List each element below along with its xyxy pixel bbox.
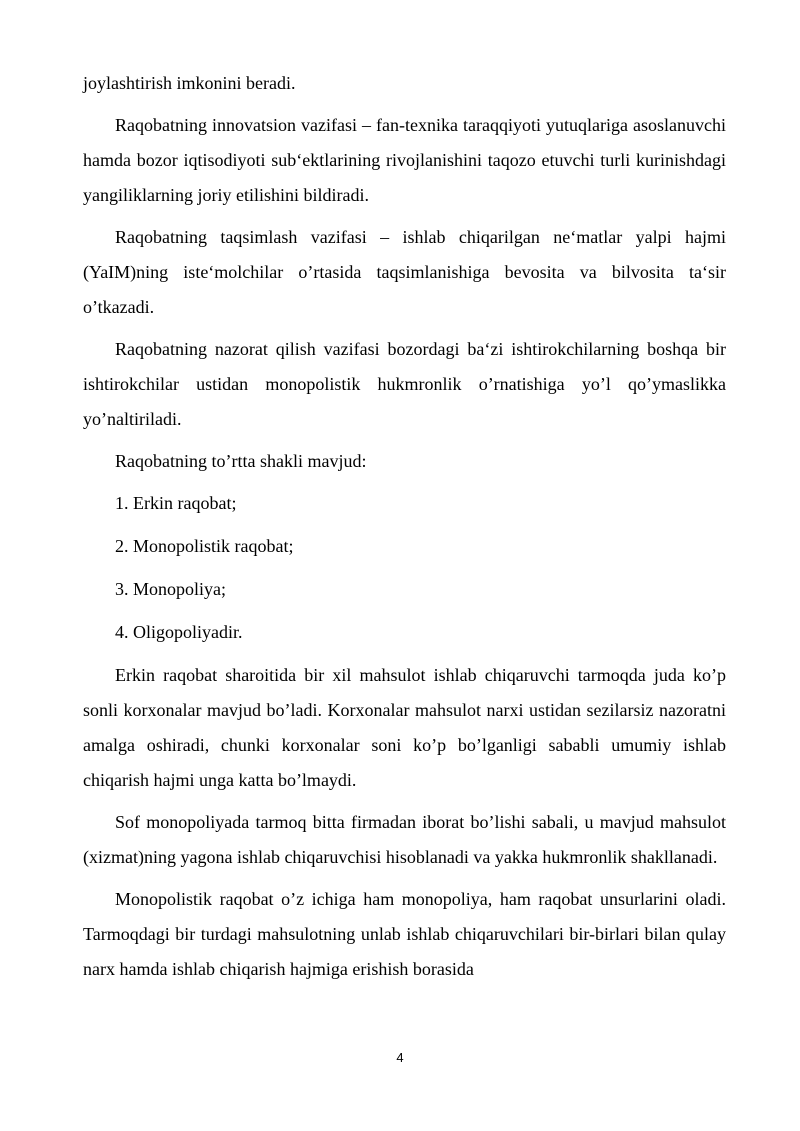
paragraph-innovation-function: Raqobatning innovatsion vazifasi – fan-texnika taraqqiyoti yutuqlariga asoslanuvchi hamda bozor iqtisodiyoti sub‘ektlarining rivojlanishini taqozo etuvchi turli kurinishdagi yangiliklarning joriy etilishini bildiradi. (83, 115, 726, 205)
list-item-oligopoly: 4. Oligopoliyadir. (115, 622, 243, 642)
paragraph-continuation: joylashtirish imkonini beradi. (83, 73, 296, 93)
paragraph-monopolistic-competition: Monopolistik raqobat o’z ichiga ham monopoliya, ham raqobat unsurlarini oladi. Tarmoqdagi bir turdagi mahsulotning unlab ishlab chiqaruvchilari bir-birlari bilan qulay narx hamda ishlab chiqarish hajmiga erishish borasida (83, 889, 726, 979)
list-item-monopoly: 3. Monopoliya; (115, 579, 226, 599)
paragraph-pure-monopoly: Sof monopoliyada tarmoq bitta firmadan iborat bo’lishi sabali, u mavjud mahsulot (xizmat)ning yagona ishlab chiqaruvchisi hisoblanadi va yakka hukmronlik shakllanadi. (83, 812, 726, 867)
document-body (83, 66, 726, 994)
paragraph-distribution-function: Raqobatning taqsimlash vazifasi – ishlab chiqarilgan ne‘matlar yalpi hajmi (YaIM)ning iste‘molchilar o’rtasida taqsimlanishiga bevosita va bilvosita ta‘sir o’tkazadi. (83, 227, 726, 317)
list-item-monopolistic-competition: 2. Monopolistik raqobat; (115, 536, 294, 556)
paragraph-control-function: Raqobatning nazorat qilish vazifasi bozordagi ba‘zi ishtirokchilarning boshqa bir ishtirokchilar ustidan monopolistik hukmronlik o’rnatishiga yo’l qo’ymaslikka yo’naltiriladi. (83, 339, 726, 429)
paragraph-free-competition: Erkin raqobat sharoitida bir xil mahsulot ishlab chiqaruvchi tarmoqda juda ko’p sonli korxonalar mavjud bo’ladi. Korxonalar mahsulot narxi ustidan sezilarsiz nazoratni amalga oshiradi, chunki korxonalar soni ko’p bo’lganligi sababli umumiy ishlab chiqarish hajmi unga katta bo’lmaydi. (83, 665, 726, 790)
list-item-free-competition: 1. Erkin raqobat; (115, 493, 237, 513)
page-number: 4 (396, 1050, 404, 1065)
paragraph-forms-intro: Raqobatning to’rtta shakli mavjud: (115, 451, 367, 471)
